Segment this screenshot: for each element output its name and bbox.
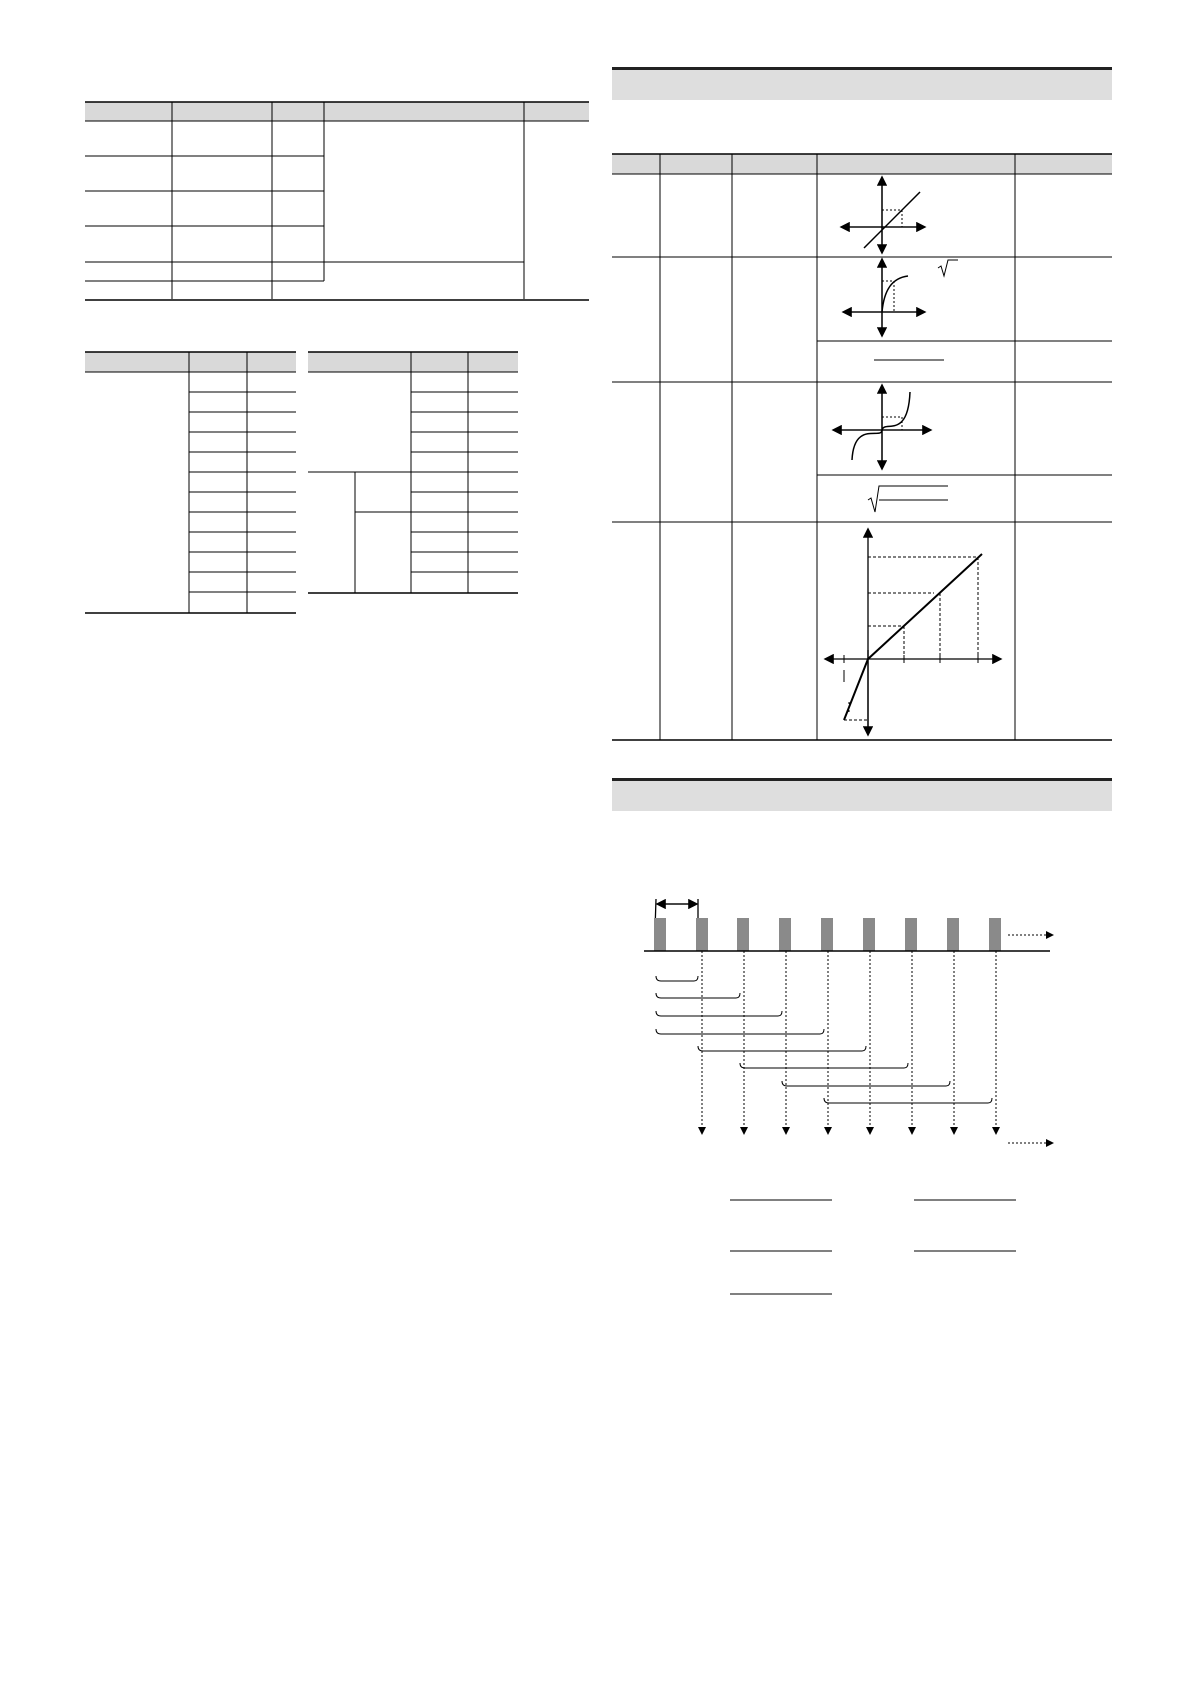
piecewise-linear-graph [826, 530, 1000, 734]
square-root-sign-icon [868, 486, 948, 512]
table-header-row [85, 102, 589, 121]
graph-table [612, 150, 1114, 750]
timing-diagram [612, 880, 1092, 1150]
left-bottom-table-a [85, 350, 297, 618]
fraction-lines [612, 1190, 1092, 1310]
table-header-row [612, 154, 1112, 174]
section-header-2 [612, 778, 1112, 811]
output-arrows [702, 951, 996, 1133]
table-header-row [308, 352, 518, 372]
input-pulses [654, 918, 1001, 951]
linear-graph [842, 178, 924, 252]
window-brackets [656, 976, 992, 1103]
left-bottom-table-b [308, 350, 520, 598]
cubic-graph [834, 386, 930, 468]
left-top-table [85, 100, 590, 305]
section-header-1 [612, 67, 1112, 100]
square-root-graph [844, 260, 924, 335]
table-header-row [85, 352, 296, 372]
square-root-sign-icon [938, 260, 958, 276]
